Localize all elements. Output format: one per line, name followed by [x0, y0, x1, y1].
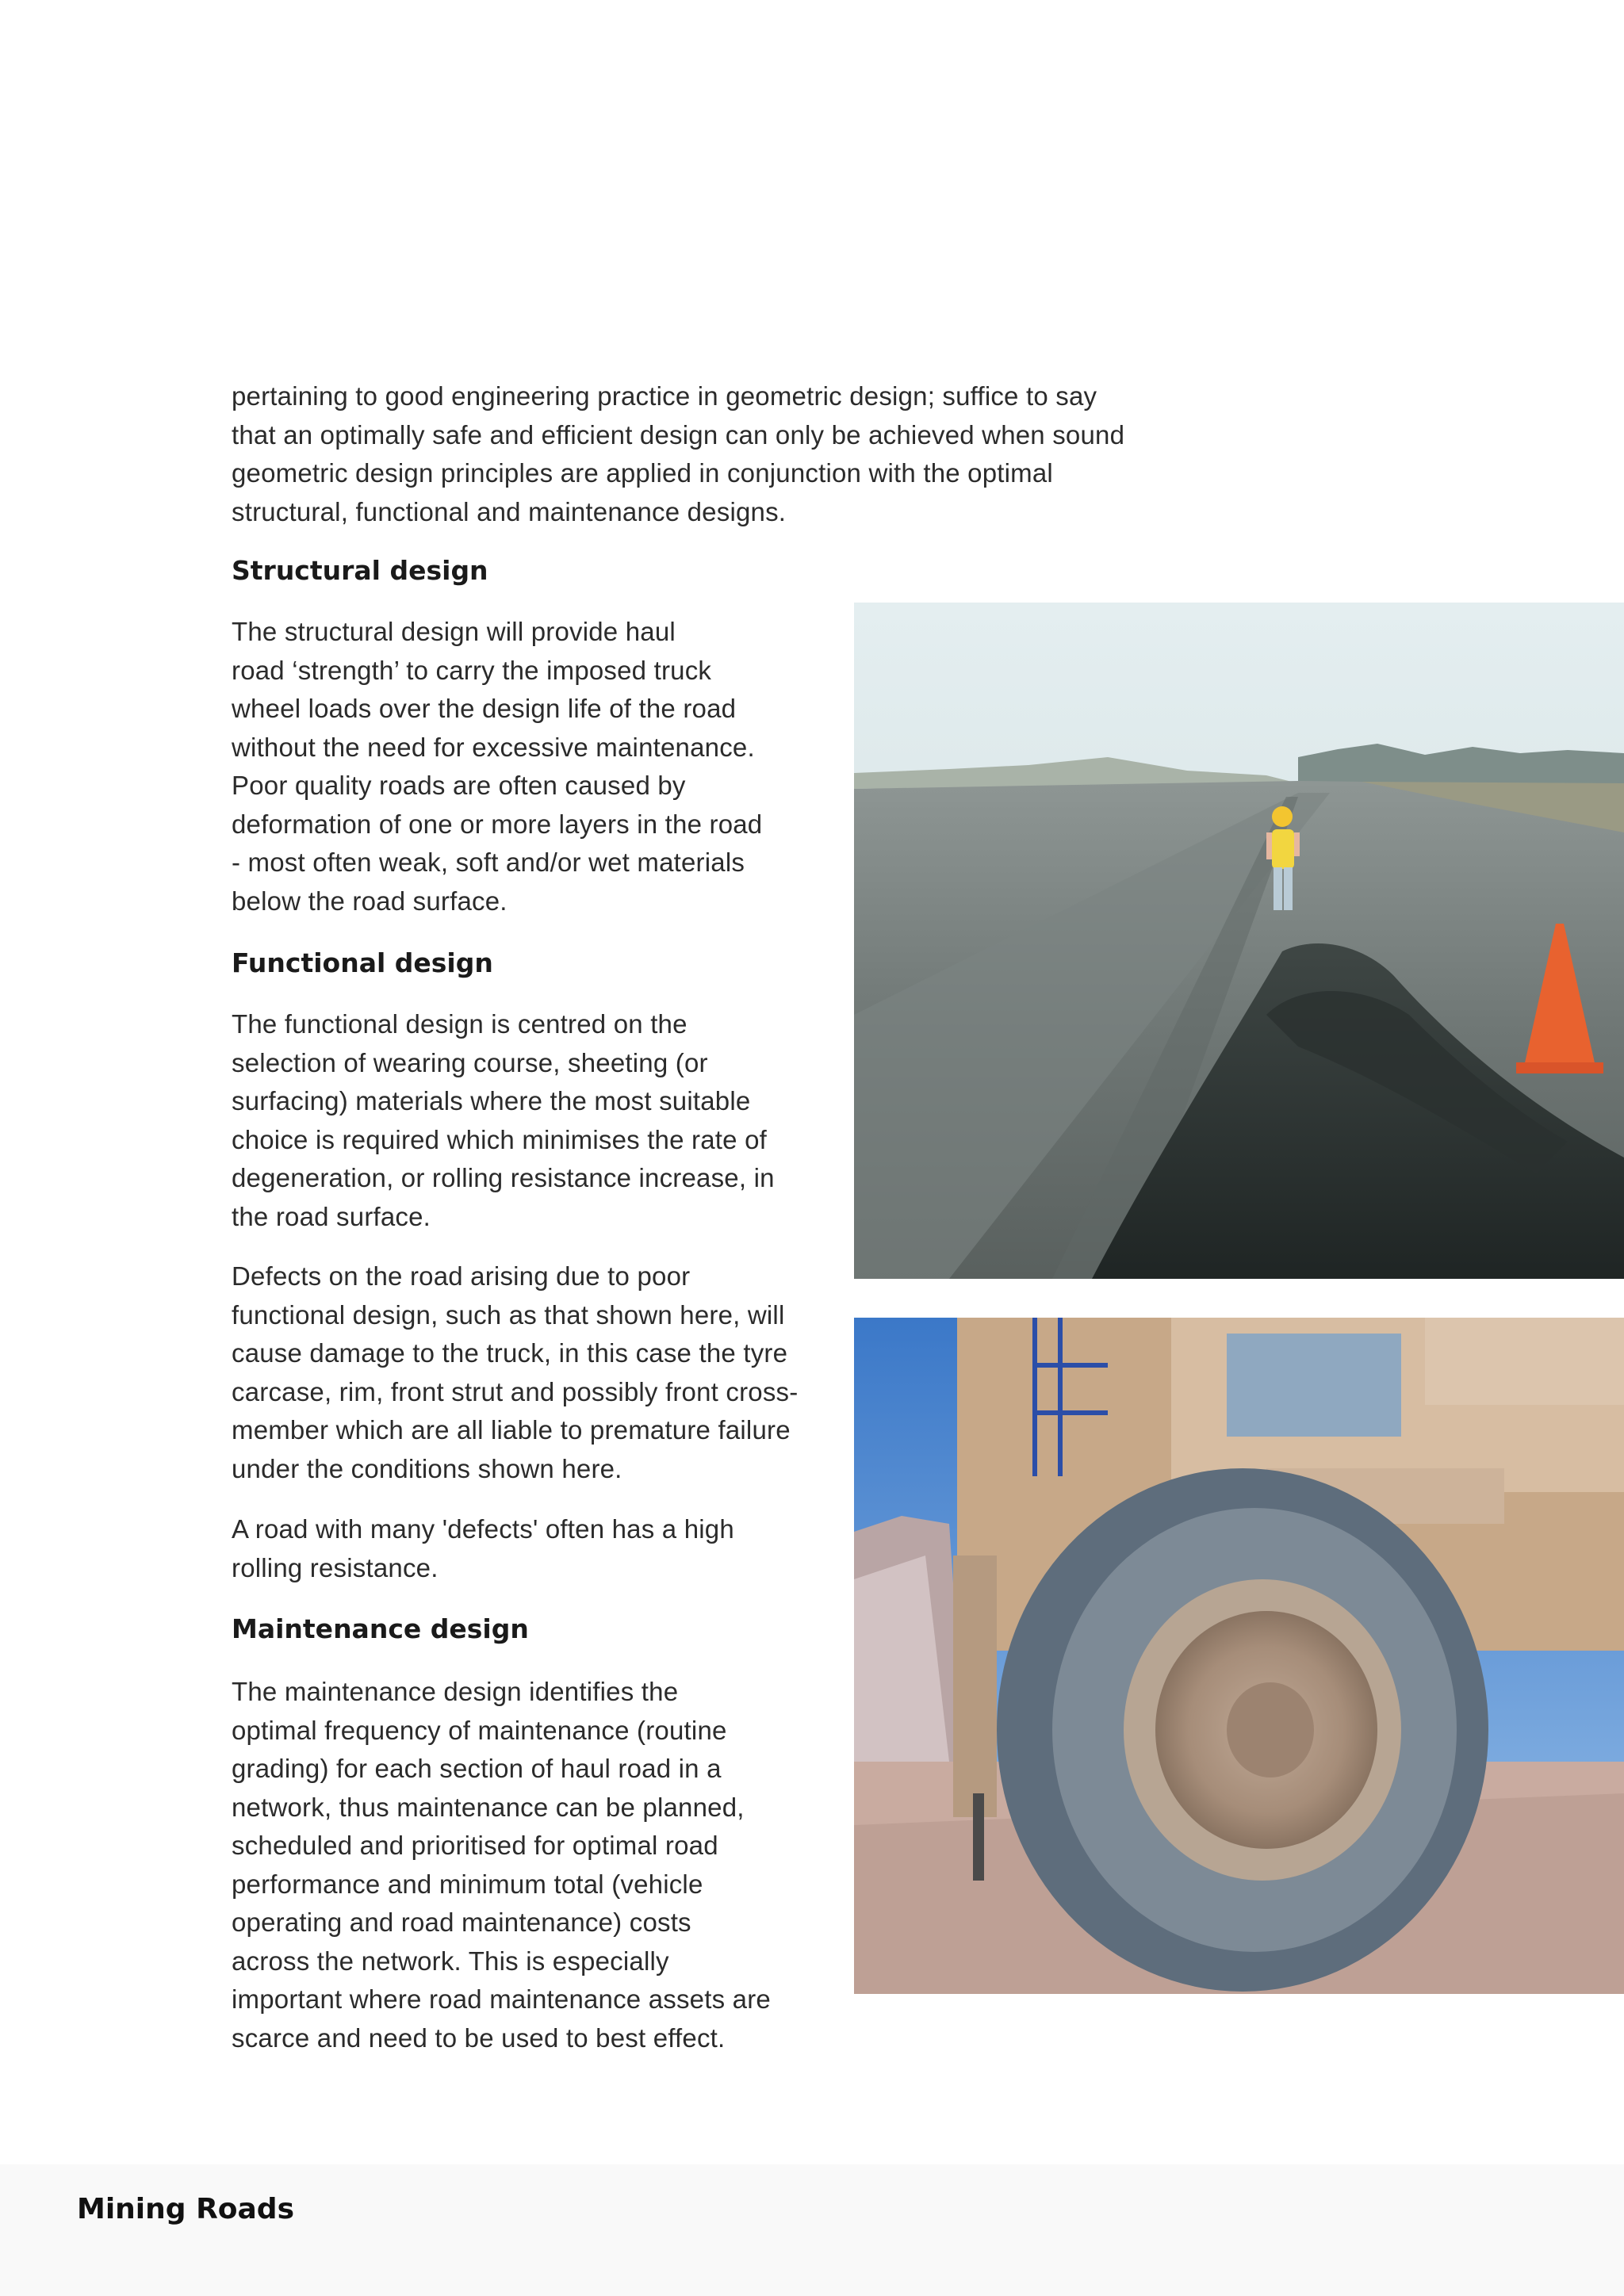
footer-band [0, 2164, 1624, 2296]
maintenance-design-paragraph: The maintenance design identifies the optimal frequency of maintenance (routine grading) for each section of haul road in a network, thus maintenance can be planned, scheduled and prioritised for optimal road performance and minimum total (vehicle operating and road maintenance) costs across the network. This is especially important where road maintenance assets are scarce and need to be used to best effect. [232, 1677, 771, 2053]
haul-road-photo [854, 603, 1624, 1279]
maintenance-design-heading: Maintenance design [232, 1613, 529, 1644]
footer-title: Mining Roads [77, 2193, 295, 2225]
functional-design-paragraph: The functional design is centred on the selection of wearing course, sheeting (or surfacing) materials where the most suitable choice is required which minimises the rate of degeneration, or rolling resistance increase, in the road surface. [232, 1009, 775, 1231]
functional-design-heading: Functional design [232, 947, 493, 978]
truck-tyre [997, 1468, 1488, 1992]
structural-design-paragraph: The structural design will provide haul road ‘strength’ to carry the imposed truck wheel loads over the design life of the road without the need for excessive maintenance. Poor quality roads are often caused by deformation of one or more layers in the road - most often weak, soft and/or wet materials below the road surface. [232, 617, 763, 916]
rolling-resistance-paragraph: A road with many 'defects' often has a high rolling resistance. [232, 1514, 734, 1582]
defects-paragraph: Defects on the road arising due to poor functional design, such as that shown here, will cause damage to the truck, in this case the tyre carcase, rim, front strut and possibly front cross- member which are all liable to premature failure under the conditions shown here. [232, 1261, 799, 1483]
intro-paragraph: pertaining to good engineering practice in geometric design; suffice to say that an optimally safe and efficient design can only be achieved when sound geometric design principles are applied in conjunction with the optimal structural, functional and maintenance designs. [232, 381, 1125, 526]
structural-design-heading: Structural design [232, 555, 488, 586]
haul-truck-photo [854, 1318, 1624, 1994]
